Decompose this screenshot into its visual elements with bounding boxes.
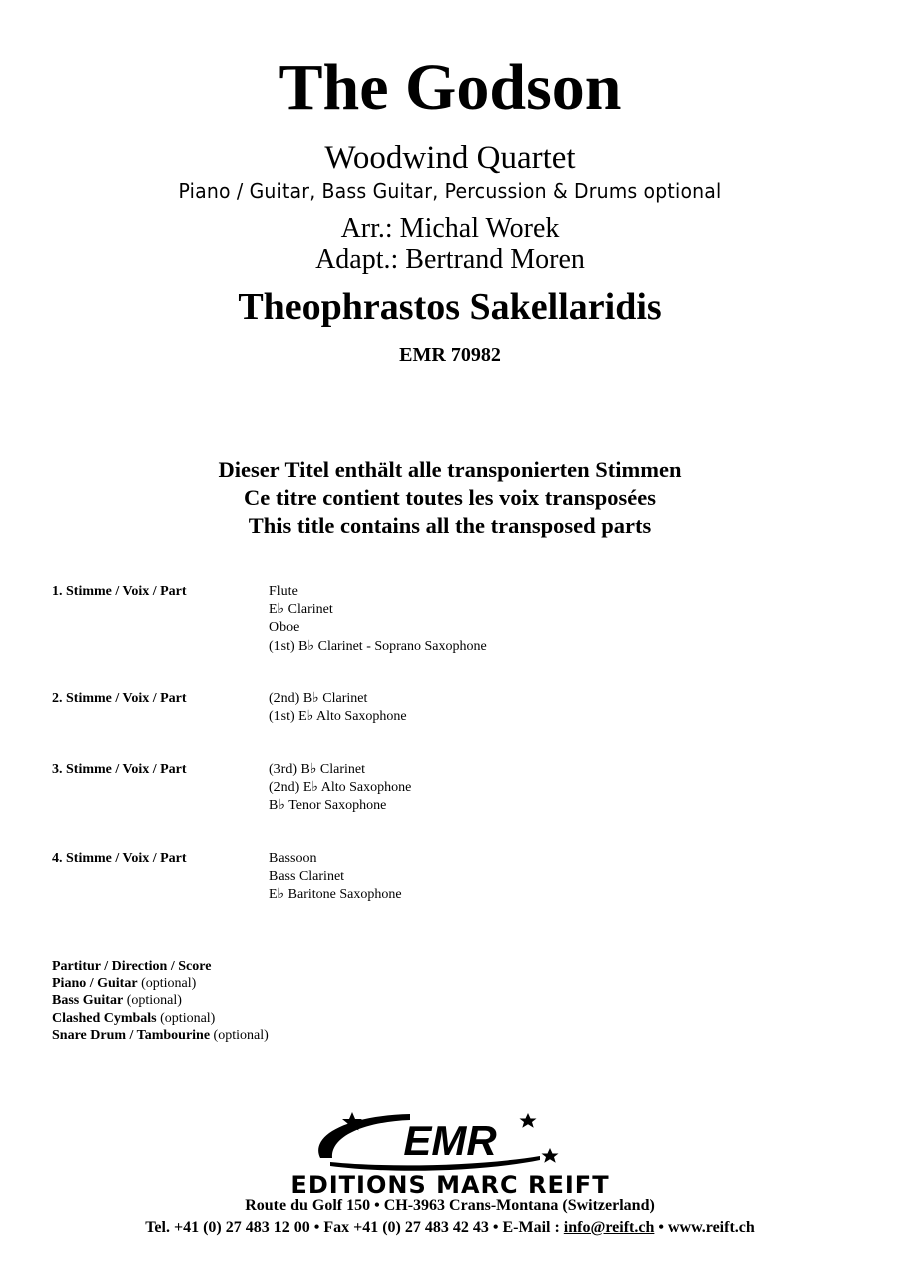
instrument-item: E♭ Baritone Saxophone (269, 887, 402, 903)
extra-part-note: (optional) (213, 1027, 269, 1043)
instrument-item: (1st) E♭ Alto Saxophone (269, 709, 407, 725)
instrument-item: E♭ Clarinet (269, 602, 333, 618)
contact-phone-fax: Tel. +41 (0) 27 483 12 00 • Fax +41 (0) 27 483 42 43 • E-Mail : (145, 1219, 564, 1236)
instrument-item: Oboe (269, 620, 300, 636)
emr-logo (300, 1108, 600, 1174)
page-title: The Godson (278, 51, 622, 124)
part-label: 4. Stimme / Voix / Part (52, 851, 187, 866)
adapter-credit: Adapt.: Bertrand Moren (315, 244, 585, 275)
part-instrument-list (269, 690, 407, 726)
part-label: 2. Stimme / Voix / Part (52, 691, 187, 706)
extra-part-name: Snare Drum / Tambourine (52, 1027, 211, 1043)
notice-german: Dieser Titel enthält alle transponierten Stimmen (218, 457, 682, 482)
part-instrument-list (269, 850, 402, 905)
instrumentation-line: Piano / Guitar, Bass Guitar, Percussion & Drums optional (178, 179, 722, 203)
extra-part (52, 958, 269, 975)
extra-part (52, 1010, 269, 1027)
additional-parts-list (52, 958, 269, 1044)
part-label: 1. Stimme / Voix / Part (52, 584, 187, 599)
extra-part (52, 992, 269, 1009)
extra-part-note: (optional) (126, 993, 182, 1009)
catalog-number: EMR 70982 (399, 344, 501, 366)
publisher-address: Route du Golf 150 • CH-3963 Crans-Montana (Switzerland) (245, 1197, 655, 1214)
extra-part (52, 1027, 269, 1044)
instrument-item: B♭ Tenor Saxophone (269, 798, 387, 814)
arranger-credit: Arr.: Michal Worek (340, 213, 560, 244)
instrument-item: Flute (269, 584, 298, 599)
publisher-name: EDITIONS MARC REIFT (290, 1171, 610, 1199)
notice-english: This title contains all the transposed parts (248, 513, 652, 538)
extra-part-note: (optional) (141, 976, 197, 992)
publisher-contact (0, 1217, 900, 1239)
instrument-item: (1st) B♭ Clarinet - Soprano Saxophone (269, 638, 487, 654)
instrument-item: (3rd) B♭ Clarinet (269, 762, 366, 777)
part-instrument-list (269, 761, 411, 816)
instrument-item: Bassoon (269, 851, 317, 866)
subtitle: Woodwind Quartet (324, 140, 576, 176)
notice-french: Ce titre contient toutes les voix transposées (243, 485, 656, 510)
extra-part-name: Partitur / Direction / Score (52, 959, 212, 974)
instrument-item: Bass Clarinet (269, 869, 345, 885)
extra-part-note: (optional) (160, 1010, 216, 1026)
part-instrument-list (269, 583, 487, 656)
extra-part (52, 975, 269, 992)
extra-part-name: Clashed Cymbals (52, 1010, 157, 1026)
instrument-item: (2nd) E♭ Alto Saxophone (269, 780, 412, 796)
email-link[interactable]: info@reift.ch (563, 1219, 655, 1236)
instrument-item: (2nd) B♭ Clarinet (269, 691, 368, 706)
composer-name: Theophrastos Sakellaridis (238, 286, 662, 328)
extra-part-name: Piano / Guitar (52, 976, 138, 992)
part-label: 3. Stimme / Voix / Part (52, 762, 187, 777)
contact-website: • www.reift.ch (654, 1219, 755, 1236)
logo-text: EMR (403, 1117, 497, 1164)
extra-part-name: Bass Guitar (52, 993, 124, 1009)
